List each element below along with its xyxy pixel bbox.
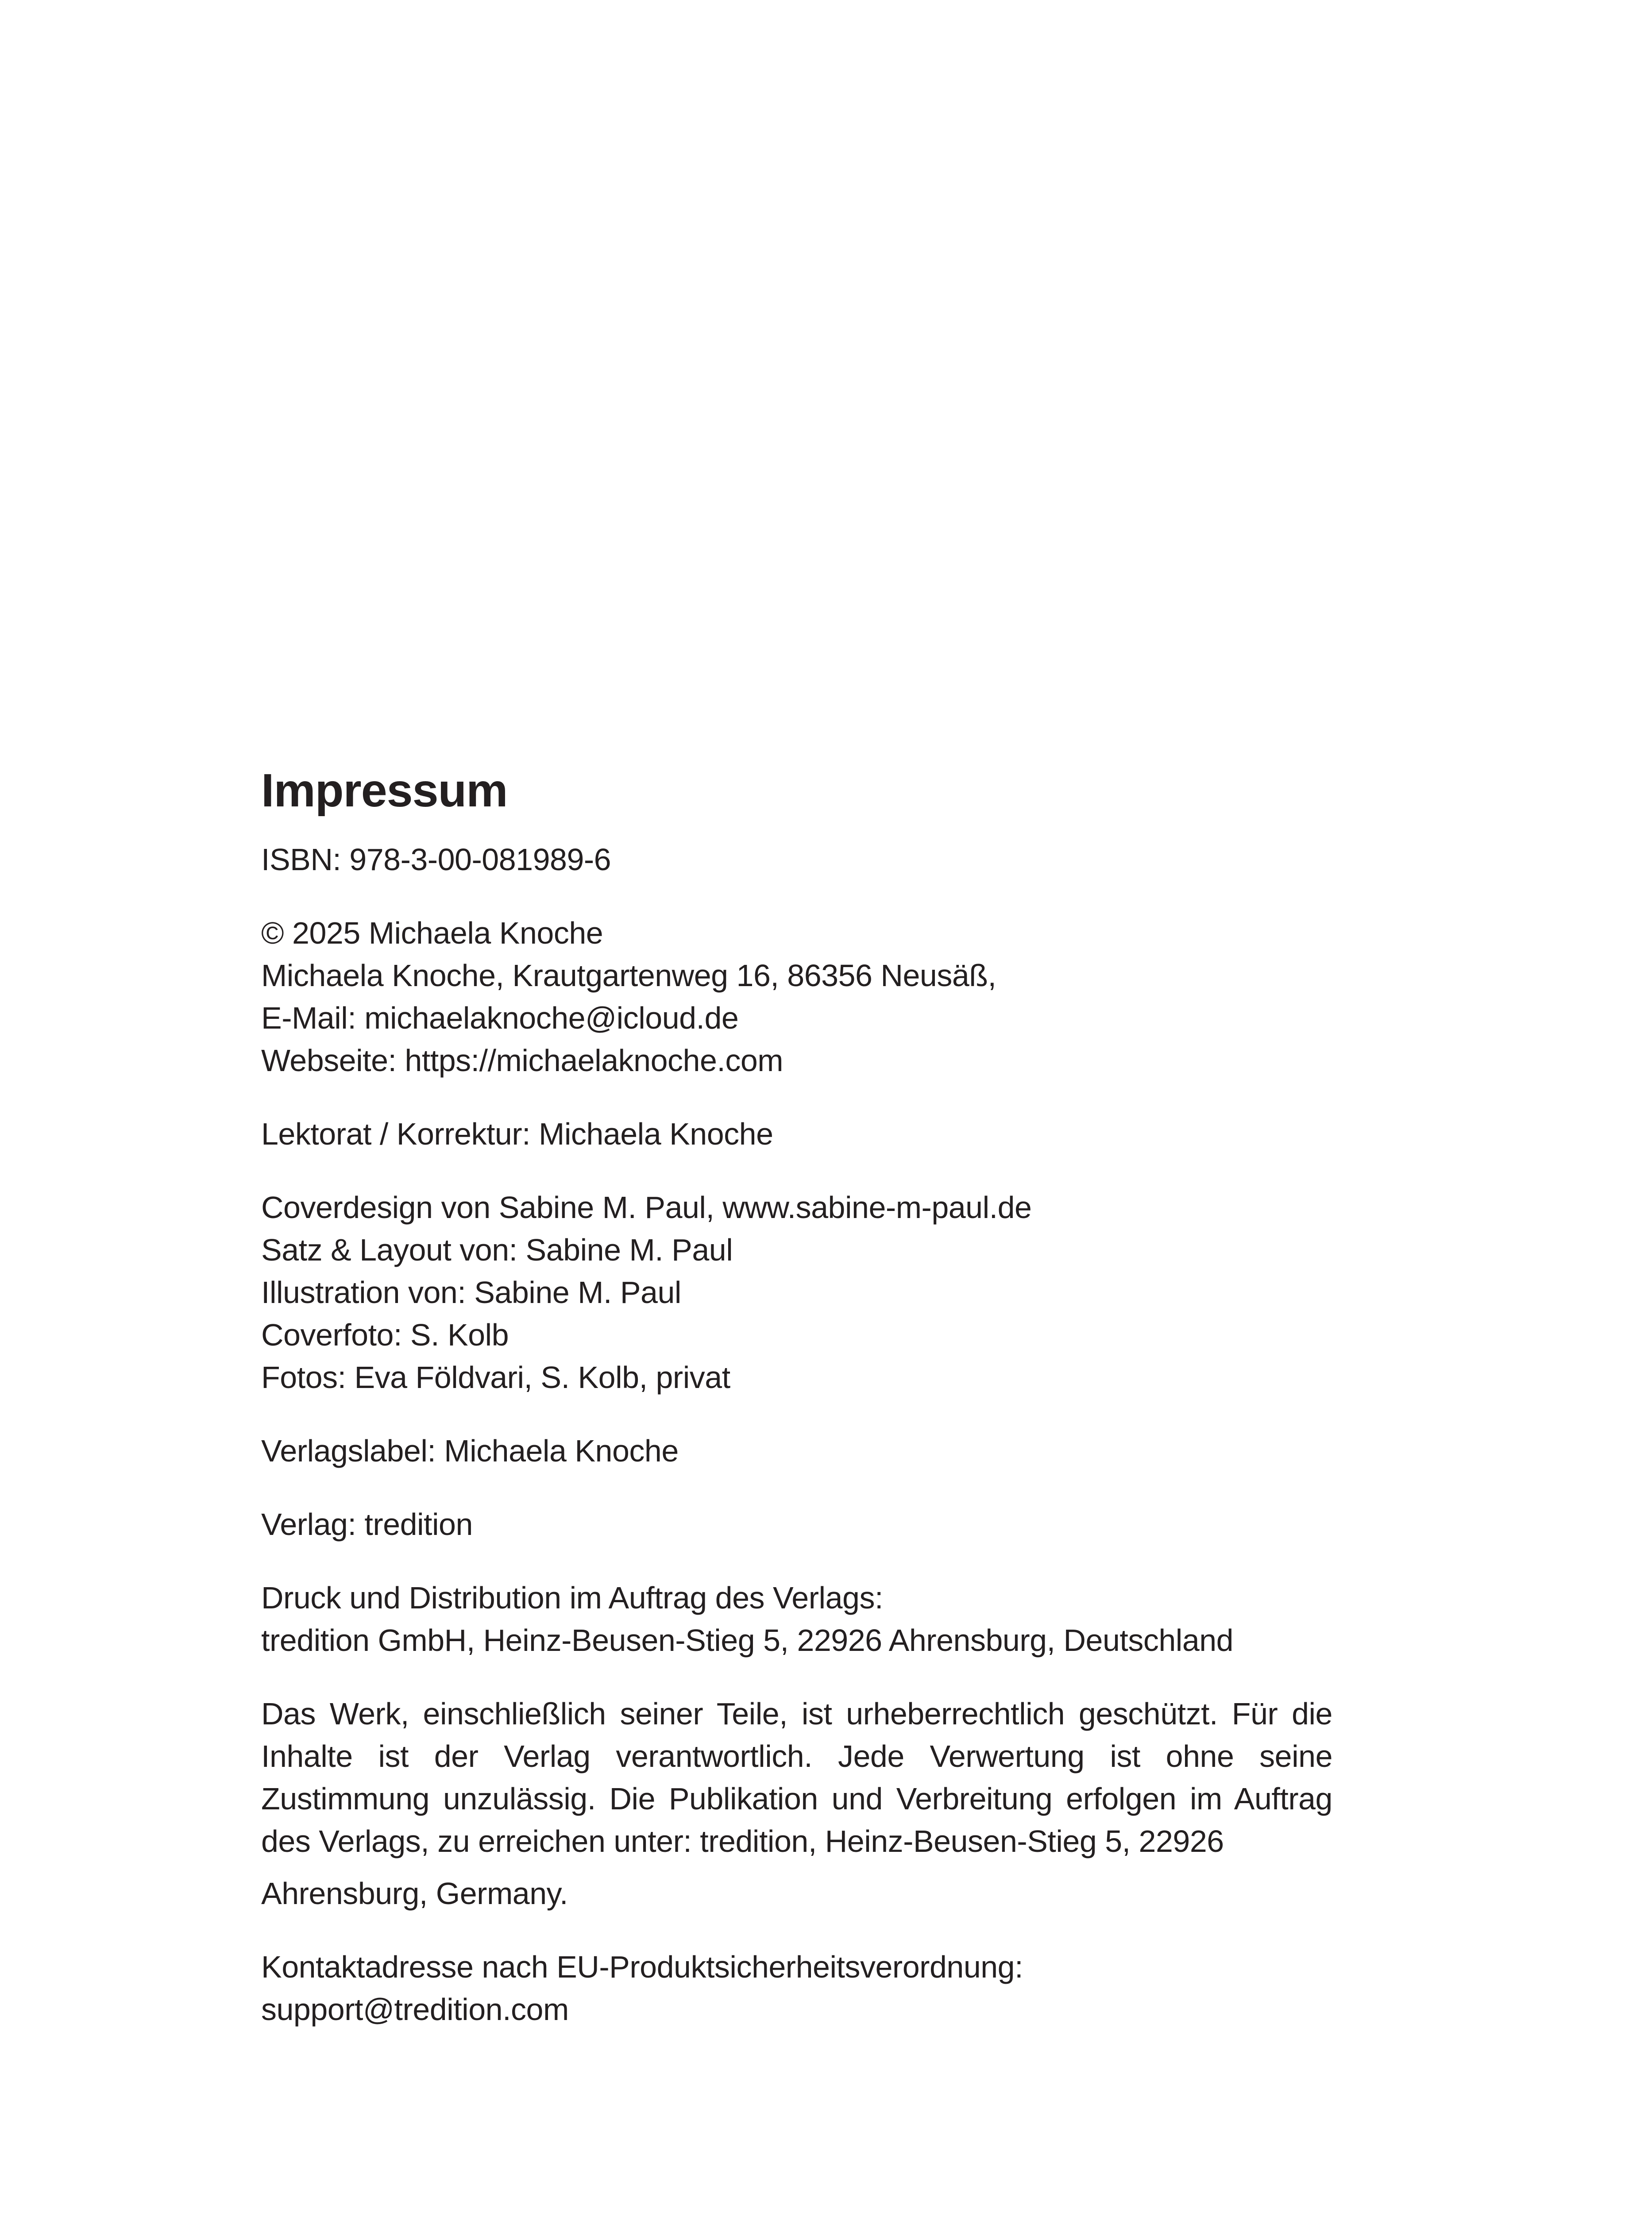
- contact-label: Kontaktadresse nach EU-Produktsicherheitsverordnung:: [261, 1950, 1023, 1984]
- editing-line: Lektorat / Korrektur: Michaela Knoche: [261, 1117, 773, 1151]
- contact-block: [261, 1946, 1332, 2031]
- isbn-line: ISBN: 978-3-00-081989-6: [261, 842, 611, 877]
- author-email: E-Mail: michaelaknoche@icloud.de: [261, 1001, 739, 1035]
- author-address: Michaela Knoche, Krautgartenweg 16, 86356 Neusäß,: [261, 958, 996, 993]
- author-website: Webseite: https://michaelaknoche.com: [261, 1043, 784, 1078]
- layout-credit: Satz & Layout von: Sabine M. Paul: [261, 1233, 733, 1267]
- publisher-label-line: Verlagslabel: Michaela Knoche: [261, 1434, 679, 1468]
- page-title: Impressum: [261, 764, 508, 817]
- publisher-label-block: [261, 1430, 1332, 1472]
- copyright-notice-text: Das Werk, einschließlich seiner Teile, ist urheberrechtlich geschützt. Für die Inhalte ist der Verlag verantwortlich. Jede Verwertung ist ohne seine Zustimmung unzulässig. Die Publikation und Verbreitung erfolgen im Auftrag des Verlags, zu erreichen unter: tredition, Heinz-Beusen-Stieg 5, 22926: [261, 1696, 1332, 1858]
- contact-email: support@tredition.com: [261, 1992, 569, 2027]
- cover-design-credit: Coverdesign von Sabine M. Paul, www.sabine-m-paul.de: [261, 1190, 1032, 1225]
- cover-photo-credit: Coverfoto: S. Kolb: [261, 1318, 509, 1352]
- credits-block: [261, 1186, 1332, 1399]
- print-distribution-block: [261, 1577, 1332, 1662]
- copyright-notice-last-line: Ahrensburg, Germany.: [261, 1876, 568, 1911]
- imprint-section: [261, 761, 1332, 2062]
- copyright-line: © 2025 Michaela Knoche: [261, 916, 603, 950]
- copyright-notice: [261, 1693, 1332, 1915]
- editing-block: [261, 1113, 1332, 1155]
- illustration-credit: Illustration von: Sabine M. Paul: [261, 1275, 681, 1310]
- print-distribution-intro: Druck und Distribution im Auftrag des Verlags:: [261, 1581, 883, 1615]
- publisher-line: Verlag: tredition: [261, 1507, 473, 1542]
- photos-credit: Fotos: Eva Földvari, S. Kolb, privat: [261, 1360, 730, 1395]
- isbn-block: [261, 838, 1332, 881]
- print-distribution-address: tredition GmbH, Heinz-Beusen-Stieg 5, 22926 Ahrensburg, Deutschland: [261, 1623, 1234, 1658]
- copyright-block: [261, 912, 1332, 1082]
- publisher-block: [261, 1503, 1332, 1546]
